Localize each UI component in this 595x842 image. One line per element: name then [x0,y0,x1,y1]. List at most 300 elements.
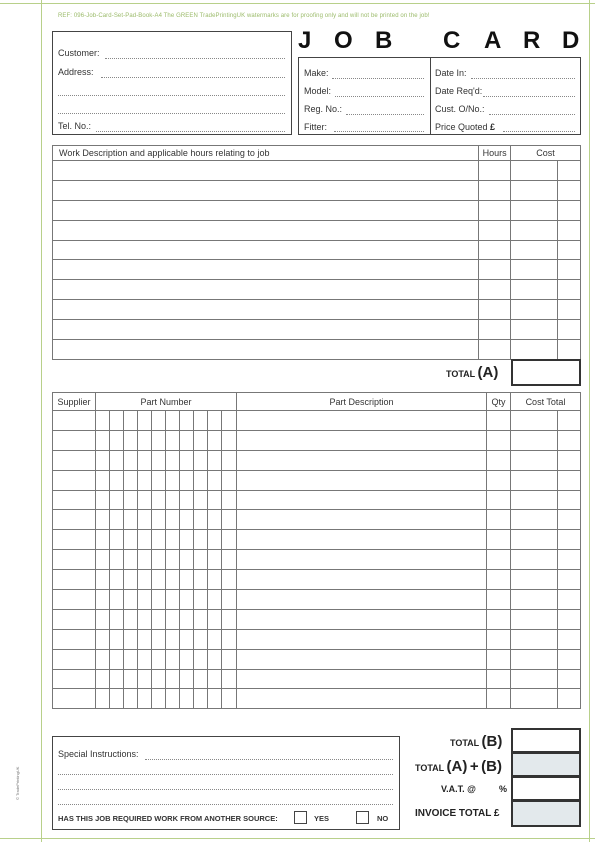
cost-pence-cell[interactable] [558,260,581,280]
part-number-digit-cell[interactable] [194,411,208,431]
part-number-digit-cell[interactable] [96,609,110,629]
title-letter-c: C [443,27,461,54]
hours-cell[interactable] [479,300,511,320]
part-number-digit-cell[interactable] [138,411,152,431]
model-field[interactable] [335,96,424,97]
part-description-cell[interactable] [237,530,487,550]
part-number-digit-cell[interactable] [110,669,124,689]
work-description-cell[interactable] [53,240,479,260]
cost-total-pounds-cell[interactable] [511,510,558,530]
cost-total-pence-cell[interactable] [558,590,581,610]
part-number-digit-cell[interactable] [152,689,166,709]
part-number-digit-cell[interactable] [166,649,180,669]
part-number-digit-cell[interactable] [208,510,222,530]
part-number-digit-cell[interactable] [124,570,138,590]
part-number-digit-cell[interactable] [208,411,222,431]
part-number-digit-cell[interactable] [96,590,110,610]
cost-total-pence-cell[interactable] [558,411,581,431]
cost-pence-cell[interactable] [558,300,581,320]
cost-pence-cell[interactable] [558,280,581,300]
title-letter-a: A [484,27,502,54]
qty-cell[interactable] [487,629,511,649]
cost-total-pounds-cell[interactable] [511,590,558,610]
part-number-digit-cell[interactable] [166,510,180,530]
cost-pounds-cell[interactable] [511,220,558,240]
part-number-digit-cell[interactable] [222,689,237,709]
supplier-cell[interactable] [53,689,96,709]
qty-cell[interactable] [487,590,511,610]
part-number-digit-cell[interactable] [138,649,152,669]
part-number-digit-cell[interactable] [166,590,180,610]
cust-order-field[interactable] [489,114,575,115]
part-number-digit-cell[interactable] [124,510,138,530]
part-number-digit-cell[interactable] [152,411,166,431]
part-number-digit-cell[interactable] [166,530,180,550]
part-number-digit-cell[interactable] [222,470,237,490]
qty-cell[interactable] [487,470,511,490]
date-in-field[interactable] [471,78,575,79]
part-number-digit-cell[interactable] [180,550,194,570]
part-number-digit-cell[interactable] [180,629,194,649]
qty-cell[interactable] [487,689,511,709]
part-number-digit-cell[interactable] [222,649,237,669]
part-number-digit-cell[interactable] [180,470,194,490]
part-number-digit-cell[interactable] [208,689,222,709]
part-number-digit-cell[interactable] [194,570,208,590]
price-quoted-field[interactable] [503,131,575,132]
supplier-cell[interactable] [53,430,96,450]
part-number-digit-cell[interactable] [152,590,166,610]
supplier-cell[interactable] [53,550,96,570]
part-number-digit-cell[interactable] [166,550,180,570]
part-number-digit-cell[interactable] [96,470,110,490]
part-description-cell[interactable] [237,590,487,610]
work-description-cell[interactable] [53,320,479,340]
hours-cell[interactable] [479,240,511,260]
supplier-cell[interactable] [53,530,96,550]
part-number-digit-cell[interactable] [222,629,237,649]
part-number-digit-cell[interactable] [166,689,180,709]
qty-cell[interactable] [487,570,511,590]
part-number-digit-cell[interactable] [152,530,166,550]
part-number-digit-cell[interactable] [194,510,208,530]
part-number-digit-cell[interactable] [110,649,124,669]
part-number-digit-cell[interactable] [222,490,237,510]
part-number-digit-cell[interactable] [152,609,166,629]
part-number-digit-cell[interactable] [166,629,180,649]
part-number-digit-cell[interactable] [180,530,194,550]
cost-pence-cell[interactable] [558,180,581,200]
part-number-digit-cell[interactable] [194,669,208,689]
part-number-digit-cell[interactable] [124,550,138,570]
part-number-digit-cell[interactable] [96,490,110,510]
part-number-digit-cell[interactable] [208,430,222,450]
cost-pounds-cell[interactable] [511,161,558,181]
part-description-cell[interactable] [237,470,487,490]
total-b-box[interactable] [511,728,581,753]
part-number-digit-cell[interactable] [208,550,222,570]
part-number-digit-cell[interactable] [96,689,110,709]
cost-total-pounds-cell[interactable] [511,689,558,709]
cost-total-pence-cell[interactable] [558,490,581,510]
part-number-digit-cell[interactable] [138,450,152,470]
part-number-digit-cell[interactable] [138,550,152,570]
hours-cell[interactable] [479,180,511,200]
hours-cell[interactable] [479,340,511,360]
part-description-cell[interactable] [237,570,487,590]
part-number-digit-cell[interactable] [110,470,124,490]
cost-pence-cell[interactable] [558,161,581,181]
part-number-digit-cell[interactable] [138,470,152,490]
special-field-3[interactable] [58,789,393,790]
part-number-digit-cell[interactable] [166,609,180,629]
part-number-digit-cell[interactable] [222,530,237,550]
part-description-cell[interactable] [237,689,487,709]
part-number-digit-cell[interactable] [138,530,152,550]
cost-total-pounds-cell[interactable] [511,570,558,590]
cost-total-pence-cell[interactable] [558,530,581,550]
part-number-digit-cell[interactable] [222,510,237,530]
reg-field[interactable] [346,114,424,115]
part-number-digit-cell[interactable] [124,411,138,431]
cost-total-pounds-cell[interactable] [511,629,558,649]
part-number-digit-cell[interactable] [124,450,138,470]
part-number-digit-cell[interactable] [110,450,124,470]
part-number-digit-cell[interactable] [166,430,180,450]
part-number-digit-cell[interactable] [96,649,110,669]
part-number-digit-cell[interactable] [222,570,237,590]
part-number-digit-cell[interactable] [96,629,110,649]
cost-pounds-cell[interactable] [511,200,558,220]
part-description-cell[interactable] [237,669,487,689]
part-number-digit-cell[interactable] [152,550,166,570]
cost-total-pounds-cell[interactable] [511,669,558,689]
cost-total-pence-cell[interactable] [558,689,581,709]
part-number-digit-cell[interactable] [208,590,222,610]
work-description-cell[interactable] [53,300,479,320]
work-description-cell[interactable] [53,200,479,220]
tel-field[interactable] [96,131,285,132]
cost-total-pounds-cell[interactable] [511,470,558,490]
cost-total-pence-cell[interactable] [558,629,581,649]
cost-pence-cell[interactable] [558,320,581,340]
part-number-digit-cell[interactable] [152,430,166,450]
part-number-digit-cell[interactable] [194,430,208,450]
part-number-digit-cell[interactable] [180,411,194,431]
work-description-cell[interactable] [53,220,479,240]
part-number-digit-cell[interactable] [222,550,237,570]
part-number-digit-cell[interactable] [222,669,237,689]
part-number-digit-cell[interactable] [180,450,194,470]
supplier-cell[interactable] [53,490,96,510]
part-number-digit-cell[interactable] [152,470,166,490]
part-number-digit-cell[interactable] [124,530,138,550]
part-number-digit-cell[interactable] [138,689,152,709]
part-number-digit-cell[interactable] [194,649,208,669]
part-number-digit-cell[interactable] [152,510,166,530]
cost-total-pence-cell[interactable] [558,470,581,490]
part-number-digit-cell[interactable] [138,490,152,510]
part-number-digit-cell[interactable] [124,669,138,689]
part-number-digit-cell[interactable] [96,450,110,470]
part-number-digit-cell[interactable] [208,669,222,689]
work-row [53,300,581,320]
part-number-digit-cell[interactable] [96,530,110,550]
part-number-digit-cell[interactable] [124,609,138,629]
part-number-digit-cell[interactable] [124,649,138,669]
part-number-digit-cell[interactable] [138,430,152,450]
cost-total-pence-cell[interactable] [558,450,581,470]
cost-total-pence-cell[interactable] [558,550,581,570]
part-number-digit-cell[interactable] [208,490,222,510]
part-number-digit-cell[interactable] [222,590,237,610]
part-number-digit-cell[interactable] [166,470,180,490]
customer-field[interactable] [105,58,285,59]
part-number-digit-cell[interactable] [208,609,222,629]
part-number-digit-cell[interactable] [180,649,194,669]
parts-row [53,590,581,610]
part-number-digit-cell[interactable] [96,669,110,689]
part-number-digit-cell[interactable] [194,530,208,550]
work-description-cell[interactable] [53,280,479,300]
part-description-cell[interactable] [237,609,487,629]
part-number-digit-cell[interactable] [166,450,180,470]
cost-total-pence-cell[interactable] [558,609,581,629]
cost-total-pounds-cell[interactable] [511,530,558,550]
cost-pounds-cell[interactable] [511,280,558,300]
work-description-cell[interactable] [53,161,479,181]
cost-total-pence-cell[interactable] [558,649,581,669]
address-field-1[interactable] [101,77,285,78]
part-number-digit-cell[interactable] [194,470,208,490]
special-instructions-label: Special Instructions: [58,749,139,759]
cost-pence-cell[interactable] [558,340,581,360]
hours-cell[interactable] [479,260,511,280]
part-number-digit-cell[interactable] [110,490,124,510]
part-number-digit-cell[interactable] [152,570,166,590]
part-number-digit-cell[interactable] [124,629,138,649]
qty-cell[interactable] [487,550,511,570]
address-field-3[interactable] [58,113,285,114]
part-number-digit-cell[interactable] [208,530,222,550]
cust-order-label: Cust. O/No.: [435,104,485,114]
part-number-digit-cell[interactable] [222,609,237,629]
cost-total-pounds-cell[interactable] [511,430,558,450]
qty-cell[interactable] [487,609,511,629]
part-number-digit-cell[interactable] [166,411,180,431]
total-ab-box[interactable] [511,752,581,777]
part-number-digit-cell[interactable] [194,550,208,570]
part-description-cell[interactable] [237,649,487,669]
part-number-digit-cell[interactable] [166,669,180,689]
part-number-digit-cell[interactable] [180,430,194,450]
part-number-digit-cell[interactable] [138,609,152,629]
part-number-digit-cell[interactable] [208,629,222,649]
part-number-digit-cell[interactable] [180,689,194,709]
hours-cell[interactable] [479,200,511,220]
qty-cell[interactable] [487,411,511,431]
part-number-digit-cell[interactable] [124,490,138,510]
part-number-digit-cell[interactable] [166,490,180,510]
work-description-cell[interactable] [53,260,479,280]
part-number-digit-cell[interactable] [208,570,222,590]
part-number-digit-cell[interactable] [96,430,110,450]
cost-total-pounds-cell[interactable] [511,550,558,570]
part-number-digit-cell[interactable] [180,590,194,610]
part-number-digit-cell[interactable] [124,430,138,450]
qty-cell[interactable] [487,530,511,550]
tel-label: Tel. No.: [58,121,92,131]
qty-cell[interactable] [487,510,511,530]
part-description-cell[interactable] [237,430,487,450]
work-description-cell[interactable] [53,340,479,360]
part-number-digit-cell[interactable] [152,450,166,470]
part-number-digit-cell[interactable] [110,609,124,629]
cost-total-pounds-cell[interactable] [511,609,558,629]
part-number-digit-cell[interactable] [124,470,138,490]
vat-box[interactable] [511,776,581,801]
part-number-digit-cell[interactable] [110,510,124,530]
total-a-box[interactable] [511,359,581,386]
part-number-digit-cell[interactable] [208,470,222,490]
part-number-digit-cell[interactable] [194,609,208,629]
qty-cell[interactable] [487,490,511,510]
special-field-4[interactable] [58,804,393,805]
make-field[interactable] [332,78,424,79]
part-number-digit-cell[interactable] [110,430,124,450]
work-description-cell[interactable] [53,180,479,200]
cost-total-pence-cell[interactable] [558,669,581,689]
invoice-total-box[interactable] [511,800,581,827]
part-number-digit-cell[interactable] [124,590,138,610]
part-number-digit-cell[interactable] [110,590,124,610]
address-field-2[interactable] [58,95,285,96]
cost-total-pence-cell[interactable] [558,510,581,530]
total-a-text: TOTAL [446,369,475,379]
qty-cell[interactable] [487,649,511,669]
part-number-digit-cell[interactable] [222,450,237,470]
part-number-digit-cell[interactable] [180,510,194,530]
qty-cell[interactable] [487,450,511,470]
part-number-digit-cell[interactable] [110,530,124,550]
supplier-cell[interactable] [53,590,96,610]
cost-total-pence-cell[interactable] [558,430,581,450]
supplier-cell[interactable] [53,450,96,470]
parts-header-row [53,393,581,411]
supplier-cell[interactable] [53,649,96,669]
part-number-digit-cell[interactable] [222,411,237,431]
cost-pounds-cell[interactable] [511,260,558,280]
part-number-digit-cell[interactable] [96,411,110,431]
hours-cell[interactable] [479,320,511,340]
cost-total-pounds-cell[interactable] [511,649,558,669]
total-ab-b: (B) [481,758,502,775]
supplier-cell[interactable] [53,669,96,689]
supplier-cell[interactable] [53,470,96,490]
part-number-digit-cell[interactable] [138,570,152,590]
cost-total-pounds-cell[interactable] [511,450,558,470]
part-number-digit-cell[interactable] [124,689,138,709]
cost-total-pounds-cell[interactable] [511,490,558,510]
special-field-1[interactable] [145,759,393,760]
part-description-cell[interactable] [237,411,487,431]
part-number-digit-cell[interactable] [194,590,208,610]
supplier-cell[interactable] [53,629,96,649]
cost-pounds-cell[interactable] [511,180,558,200]
part-number-digit-cell[interactable] [96,510,110,530]
supplier-cell[interactable] [53,609,96,629]
qty-cell[interactable] [487,669,511,689]
special-field-2[interactable] [58,774,393,775]
part-number-digit-cell[interactable] [180,669,194,689]
part-number-digit-cell[interactable] [194,689,208,709]
part-number-digit-cell[interactable] [194,629,208,649]
part-number-digit-cell[interactable] [110,550,124,570]
hours-cell[interactable] [479,280,511,300]
part-description-cell[interactable] [237,510,487,530]
part-number-digit-cell[interactable] [166,570,180,590]
cost-pounds-cell[interactable] [511,300,558,320]
supplier-cell[interactable] [53,570,96,590]
part-number-digit-cell[interactable] [152,490,166,510]
part-number-digit-cell[interactable] [138,590,152,610]
cost-pounds-cell[interactable] [511,340,558,360]
part-description-cell[interactable] [237,450,487,470]
hours-cell[interactable] [479,161,511,181]
cost-pence-cell[interactable] [558,220,581,240]
cost-pounds-cell[interactable] [511,320,558,340]
cost-pounds-cell[interactable] [511,240,558,260]
fitter-field[interactable] [334,131,424,132]
date-req-field[interactable] [483,96,575,97]
part-number-digit-cell[interactable] [222,430,237,450]
part-number-digit-cell[interactable] [194,450,208,470]
part-number-digit-cell[interactable] [180,609,194,629]
part-number-digit-cell[interactable] [152,669,166,689]
hours-cell[interactable] [479,220,511,240]
yes-checkbox[interactable] [294,811,307,824]
part-number-digit-cell[interactable] [110,411,124,431]
part-number-digit-cell[interactable] [96,550,110,570]
part-number-digit-cell[interactable] [110,629,124,649]
no-checkbox[interactable] [356,811,369,824]
qty-cell[interactable] [487,430,511,450]
part-number-digit-cell[interactable] [152,629,166,649]
supplier-cell[interactable] [53,510,96,530]
cost-total-pence-cell[interactable] [558,570,581,590]
part-number-digit-cell[interactable] [152,649,166,669]
part-number-digit-cell[interactable] [138,510,152,530]
part-number-digit-cell[interactable] [138,669,152,689]
part-number-digit-cell[interactable] [110,689,124,709]
part-number-digit-cell[interactable] [138,629,152,649]
part-number-digit-cell[interactable] [208,450,222,470]
cost-pence-cell[interactable] [558,200,581,220]
supplier-cell[interactable] [53,411,96,431]
part-number-digit-cell[interactable] [194,490,208,510]
part-number-digit-cell[interactable] [110,570,124,590]
part-description-cell[interactable] [237,629,487,649]
work-row [53,320,581,340]
cost-total-pounds-cell[interactable] [511,411,558,431]
part-number-digit-cell[interactable] [96,570,110,590]
part-number-digit-cell[interactable] [180,490,194,510]
part-description-cell[interactable] [237,490,487,510]
cost-pence-cell[interactable] [558,240,581,260]
part-number-digit-cell[interactable] [208,649,222,669]
part-number-digit-cell[interactable] [180,570,194,590]
part-description-cell[interactable] [237,550,487,570]
